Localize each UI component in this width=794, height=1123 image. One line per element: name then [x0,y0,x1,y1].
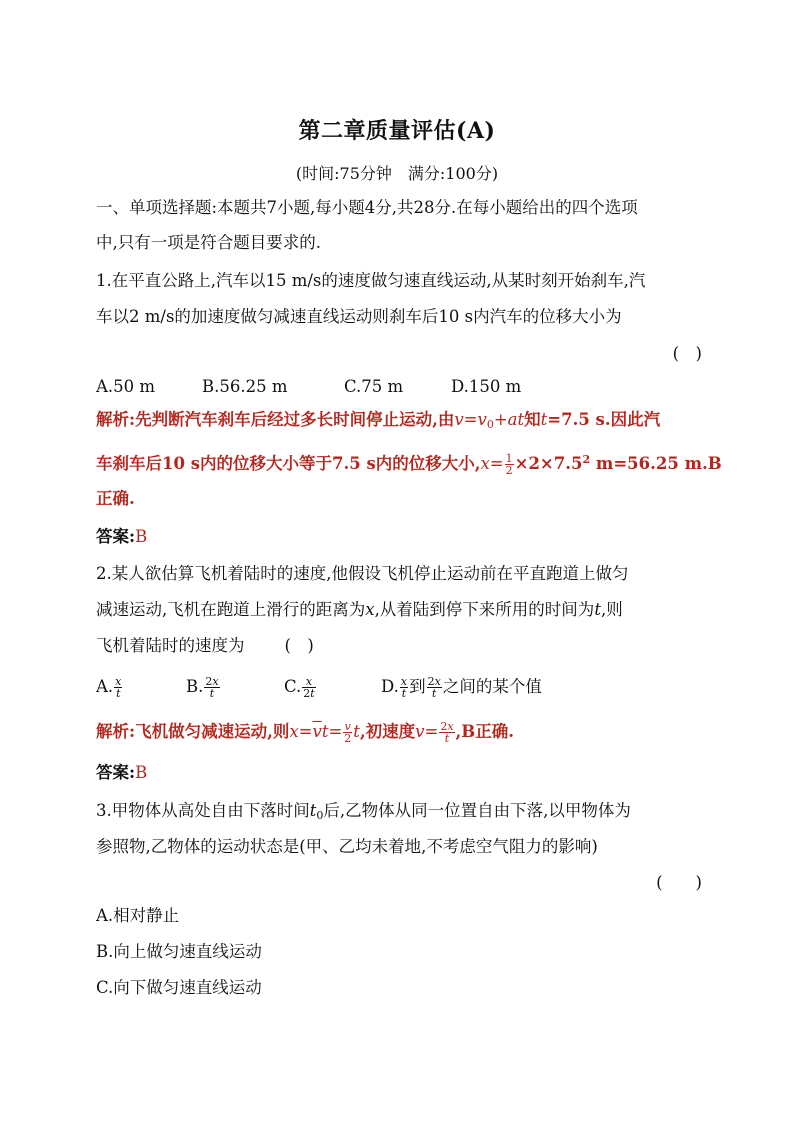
q1-analysis-line-3: 正确. [96,489,135,508]
q1-option-d: D.150 m [451,377,522,396]
q2-stem-text-2: ,从着陆到停下来所用的时间为 [374,600,595,619]
q2-stem-line-2 [96,598,702,622]
q2-stem-line-1: 2.某人欲估算飞机着陆时的速度,他假设飞机停止运动前在平直跑道上做匀 [96,564,629,583]
q2-option-b: B. $\frac{2x}{t}$ [186,675,219,700]
q2-stem-line-3 [96,634,702,658]
q2-answer [96,761,702,785]
q2-analysis-text-3: ,B正确. [455,722,514,741]
q2-option-c: C. $\frac{x}{2t}$ [284,675,315,700]
q2-analysis-text-1: 飞机做匀减速运动,则 [135,722,290,741]
q2-answer-paren: ( ) [284,636,314,655]
section-instruction-line-2: 中,只有一项是符合题目要求的. [96,233,321,252]
q3-stem-line-2: 参照物,乙物体的运动状态是(甲、乙均未着地,不考虑空气阻力的影响) [96,837,598,856]
q1-analysis-text-3: =7.5 s.因此汽 [547,410,661,429]
q2-var-x: x [365,600,375,619]
q1-stem-line-2: 车以2 m/s的加速度做匀减速直线运动则刹车后10 s内汽车的位移大小为 [96,307,622,326]
q1-formula-velocity: $v=v_0+at$ [454,410,525,431]
q3-option-b: B.向上做匀速直线运动 [96,942,262,961]
q1-answer-value: B [135,527,148,546]
section-instruction-line-1: 一、单项选择题:本题共7小题,每小题4分,共28分.在每小题给出的四个选项 [96,198,638,217]
q1-analysis-text-1: 先判断汽车刹车后经过多长时间停止运动,由 [135,410,455,429]
q3-option-a: A.相对静止 [96,906,180,925]
q2-answer-label: 答案: [96,763,136,782]
q2-option-a: A. $\frac{x}{t}$ [96,675,122,700]
q2-var-t: t [594,600,601,619]
q2-answer-value: B [135,763,148,782]
page-title: 第二章质量评估(A) [298,118,496,144]
q1-analysis-text-4: 车刹车后10 s内的位移大小等于7.5 s内的位移大小, [96,454,481,473]
q3-stem-text-2: 后,乙物体从同一位置自由下落,以甲物体为 [323,801,631,820]
q2-option-d: D. $\frac{x}{t}$ 到 $\frac{2x}{t}$ 之间的某个值 [381,675,542,700]
q2-analysis [96,720,702,744]
q2-stem-text-3: ,则 [600,600,623,619]
q3-option-c: C.向下做匀速直线运动 [96,978,262,997]
q1-analysis-label: 解析: [96,410,136,429]
q2-options [96,675,702,699]
q1-option-a: A.50 m [96,377,156,396]
q1-analysis-line-1 [96,408,702,437]
q2-formula-distance: $x=\overline{v}t=$ $\frac{v}{2}$ t [289,720,360,745]
q1-option-c: C.75 m [344,377,404,396]
exam-time-info: (时间:75分钟 满分:100分) [295,164,499,183]
q1-answer [96,525,702,549]
q1-analysis-text-5: ×2×7.5 [514,454,583,473]
q1-answer-label: 答案: [96,527,136,546]
q1-formula-displacement: x= $\frac{1}{2}$ [480,452,513,477]
q1-stem-line-1: 1.在平直公路上,汽车以15 m/s的速度做匀速直线运动,从某时刻开始刹车,汽 [96,271,646,290]
q1-analysis-text-6: m=56.25 m.B [590,454,722,473]
q1-analysis-line-2: 车刹车后10 s内的位移大小等于7.5 s内的位移大小,x= $\frac{1}{2}$ $\times 2\times 7.5^2$ m=56.25 m.B [96,452,722,477]
q2-stem-text-1: 减速运动,飞机在跑道上滑行的距离为 [96,600,366,619]
q3-stem-text-1: 3.甲物体从高处自由下落时间 [96,801,310,820]
q3-stem-line-1 [96,799,702,828]
q2-stem-text-4: 飞机着陆时的速度为 [96,636,245,655]
q1-answer-paren: ( ) [672,344,702,363]
q2-analysis-text-2: ,初速度 [359,722,416,741]
q3-var-t0: $t_0$ [309,801,324,822]
q2-formula-initial-velocity: v= $\frac{2x}{t}$ [415,720,454,745]
q1-var-t: t [540,410,548,429]
q2-analysis-label: 解析: [96,722,136,741]
q1-options [96,375,702,399]
q1-option-b: B.56.25 m [202,377,288,396]
q1-analysis-text-2: 知 [524,410,541,429]
q3-answer-paren: ( ) [656,873,702,892]
